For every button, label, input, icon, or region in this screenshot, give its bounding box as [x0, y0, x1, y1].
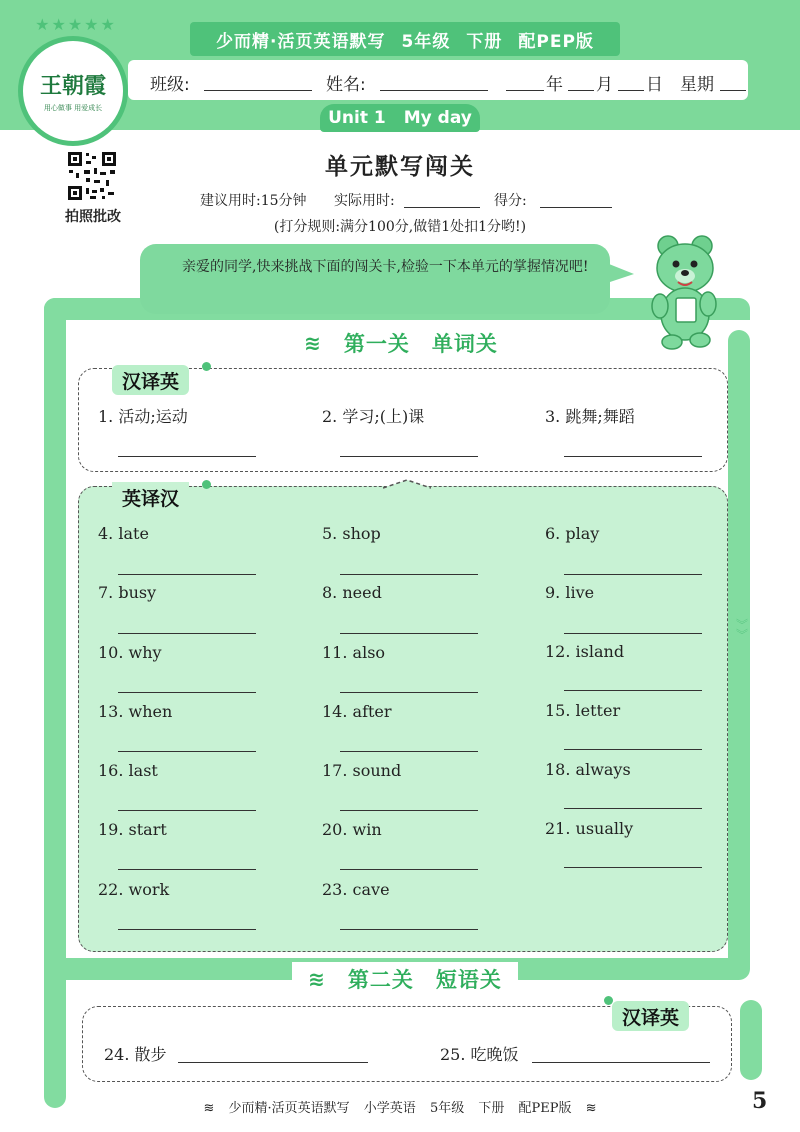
day-label: 日	[646, 75, 663, 95]
word-item-4: 4. late	[98, 524, 149, 543]
answer-line-9[interactable]	[564, 633, 702, 634]
day-field[interactable]	[618, 90, 644, 91]
answer-line-13[interactable]	[118, 751, 256, 752]
weekday-field[interactable]	[720, 90, 746, 91]
phrase-item-25: 25. 吃晚饭	[440, 1045, 519, 1064]
footer-series: 少而精·活页英语默写	[228, 1101, 350, 1116]
wave-icon: ≋	[203, 1101, 215, 1116]
year-field[interactable]	[506, 90, 544, 91]
answer-line-5[interactable]	[340, 574, 478, 575]
track-bottom-left	[44, 958, 66, 1108]
answer-line-3[interactable]	[564, 456, 702, 457]
footer-grade: 5年级	[429, 1101, 465, 1116]
level1-title	[288, 326, 514, 360]
word-item-10: 10. why	[98, 643, 162, 662]
bubble-text: 亲爱的同学,快来挑战下面的闯关卡,检验一下本单元的掌握情况吧!	[182, 259, 589, 275]
score-label: 得分:	[494, 193, 527, 209]
word-item-9: 9. live	[545, 583, 595, 602]
section-english-to-chinese	[78, 486, 728, 952]
word-item-18: 18. always	[545, 760, 631, 779]
answer-line-4[interactable]	[118, 574, 256, 575]
answer-line-22[interactable]	[118, 929, 256, 930]
series-volume: 下册	[466, 31, 503, 52]
page-title: 单元默写闯关	[325, 154, 475, 180]
footer-edition: 配PEP版	[518, 1101, 572, 1116]
series-name: 少而精·活页英语默写	[216, 31, 386, 52]
unit-number: Unit 1	[328, 108, 386, 128]
word-item-23: 23. cave	[322, 880, 390, 899]
chevron-icon: ︾ ︾	[736, 618, 749, 642]
student-info-box	[128, 60, 748, 100]
series-edition: 配PEP版	[518, 31, 594, 52]
tag-dot-icon	[202, 362, 211, 371]
answer-line-1[interactable]	[118, 456, 256, 457]
word-item-14: 14. after	[322, 702, 392, 721]
answer-line-24[interactable]	[178, 1062, 368, 1063]
answer-line-12[interactable]	[564, 690, 702, 691]
word-item-19: 19. start	[98, 820, 167, 839]
brand-logo	[18, 15, 128, 146]
level2-topic: 短语关	[435, 968, 502, 992]
word-item-21: 21. usually	[545, 819, 634, 838]
series-grade: 5年级	[401, 31, 451, 52]
answer-line-25[interactable]	[532, 1062, 710, 1063]
track-left	[44, 298, 66, 978]
answer-line-6[interactable]	[564, 574, 702, 575]
word-item-12: 12. island	[545, 642, 625, 661]
logo-slogan: 用心做事 用爱成长	[43, 104, 103, 112]
answer-line-17[interactable]	[340, 810, 478, 811]
answer-line-10[interactable]	[118, 692, 256, 693]
month-field[interactable]	[568, 90, 594, 91]
class-field[interactable]	[204, 90, 312, 91]
answer-line-21[interactable]	[564, 867, 702, 868]
stars-icon: ★★★★★	[35, 15, 117, 34]
wave-icon: ≋	[304, 331, 322, 355]
word-item-3: 3. 跳舞;舞蹈	[545, 407, 635, 426]
level2-title	[292, 962, 518, 996]
answer-line-16[interactable]	[118, 810, 256, 811]
scoring-rule: (打分规则:满分100分,做错1处扣1分哟!)	[273, 219, 527, 235]
footer-volume: 下册	[478, 1101, 505, 1116]
word-item-16: 16. last	[98, 761, 158, 780]
year-label: 年	[546, 75, 563, 95]
footer-subject: 小学英语	[363, 1101, 416, 1116]
level1-name: 第一关	[343, 332, 410, 356]
tag-dot-icon	[604, 996, 613, 1005]
logo-brand: 王朝霞	[39, 73, 106, 99]
weekday-label: 星期	[680, 75, 714, 95]
section-notch-icon	[383, 478, 431, 498]
score-field[interactable]	[540, 207, 612, 208]
name-label: 姓名:	[326, 75, 366, 95]
name-field[interactable]	[380, 90, 488, 91]
unit-tab	[320, 104, 480, 132]
word-item-8: 8. need	[322, 583, 382, 602]
section-a-tag: 汉译英	[112, 365, 189, 395]
suggested-time: 建议用时:15分钟	[200, 193, 307, 209]
word-item-1: 1. 活动;运动	[98, 407, 188, 426]
speech-bubble	[140, 244, 610, 314]
word-item-6: 6. play	[545, 524, 600, 543]
word-item-17: 17. sound	[322, 761, 402, 780]
track-bottom-right	[740, 1000, 762, 1080]
answer-line-20[interactable]	[340, 869, 478, 870]
word-item-22: 22. work	[98, 880, 170, 899]
answer-line-11[interactable]	[340, 692, 478, 693]
bear-mascot-icon	[640, 232, 730, 352]
word-item-2: 2. 学习;(上)课	[322, 407, 425, 426]
level1-topic: 单词关	[431, 332, 498, 356]
unit-title: My day	[403, 108, 472, 128]
answer-line-2[interactable]	[340, 456, 478, 457]
section-c-tag: 汉译英	[612, 1001, 689, 1031]
answer-line-14[interactable]	[340, 751, 478, 752]
track-right	[728, 330, 750, 978]
section-b-tag: 英译汉	[112, 482, 189, 512]
class-label: 班级:	[150, 75, 190, 95]
page-number: 5	[752, 1088, 768, 1114]
word-item-20: 20. win	[322, 820, 382, 839]
qr-label: 拍照批改	[65, 209, 121, 225]
answer-line-15[interactable]	[564, 749, 702, 750]
word-item-11: 11. also	[322, 643, 386, 662]
answer-line-23[interactable]	[340, 929, 478, 930]
footer	[0, 1097, 800, 1116]
month-label: 月	[596, 75, 613, 95]
actual-time-label: 实际用时:	[334, 193, 395, 209]
word-item-15: 15. letter	[545, 701, 621, 720]
actual-time-field[interactable]	[404, 207, 480, 208]
wave-icon: ≋	[308, 967, 326, 991]
word-item-13: 13. when	[98, 702, 173, 721]
tag-dot-icon	[202, 480, 211, 489]
bubble-tail-icon	[604, 262, 634, 286]
word-item-7: 7. busy	[98, 583, 157, 602]
answer-line-19[interactable]	[118, 869, 256, 870]
answer-line-8[interactable]	[340, 633, 478, 634]
series-title-bar	[190, 22, 620, 56]
phrase-item-24: 24. 散步	[104, 1045, 167, 1064]
word-item-5: 5. shop	[322, 524, 381, 543]
answer-line-18[interactable]	[564, 808, 702, 809]
answer-line-7[interactable]	[118, 633, 256, 634]
level2-name: 第二关	[347, 968, 414, 992]
wave-icon: ≋	[585, 1101, 597, 1116]
